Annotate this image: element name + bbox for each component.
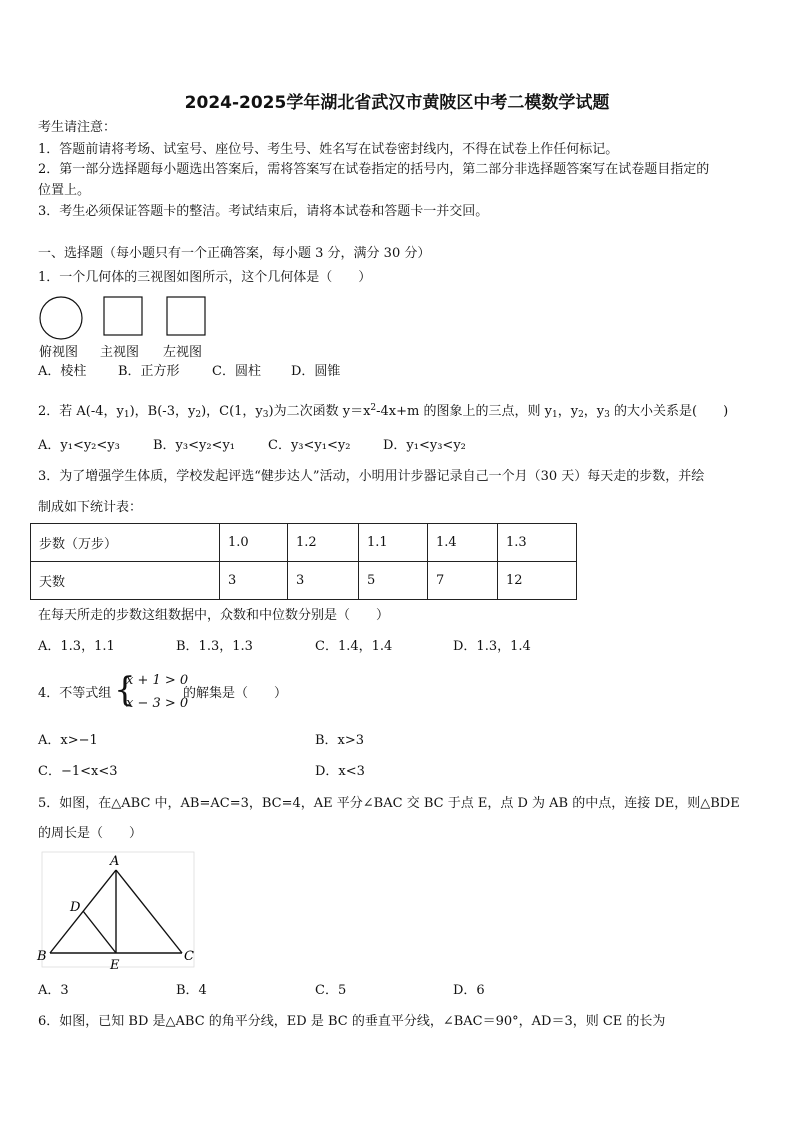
- front-view-square: [104, 297, 142, 335]
- notice-item-3: 3．考生必须保证答题卡的整洁。考试结束后，请将本试卷和答题卡一并交回。: [38, 204, 489, 219]
- q3-option-d: D．1.3，1.4: [453, 639, 531, 654]
- q3-stem-2: 制成如下统计表：: [38, 500, 143, 515]
- q4-option-a: A．x>−1: [38, 733, 98, 748]
- q4-inequality-1: x + 1 > 0: [126, 673, 189, 688]
- table-row: [31, 524, 577, 562]
- notice-item-2: 2．第一部分选择题每小题选出答案后，需将答案写在试卷指定的括号内，第二部分非选择题答案写在试卷题目指定的: [38, 162, 710, 177]
- table-cell: 3: [288, 562, 359, 600]
- table-cell: 1.1: [359, 524, 428, 562]
- table-cell: 12: [498, 562, 577, 600]
- steps-table: [30, 523, 577, 600]
- q1-option-a: A．棱柱: [38, 364, 87, 379]
- q2-option-b: B．y₃<y₂<y₁: [153, 438, 236, 453]
- top-view-circle: [40, 297, 82, 339]
- q3-option-c: C．1.4，1.4: [315, 639, 393, 654]
- page-title: 2024-2025学年湖北省武汉市黄陂区中考二模数学试题: [184, 93, 610, 113]
- table-cell: 步数（万步）: [31, 524, 220, 562]
- q5-option-d: D．6: [453, 983, 485, 998]
- segment-de: [83, 911, 116, 953]
- q5-stem-2: 的周长是（ ）: [38, 826, 143, 841]
- section-heading: 一、选择题（每小题只有一个正确答案，每小题 3 分，满分 30 分）: [38, 246, 431, 261]
- label-d: D: [70, 900, 81, 915]
- notice-heading: 考生请注意：: [38, 120, 117, 135]
- table-cell: 3: [220, 562, 288, 600]
- side-view-square: [167, 297, 205, 335]
- label-b: B: [37, 949, 47, 964]
- q2-option-a: A．y₁<y₂<y₃: [38, 438, 120, 453]
- label-e: E: [110, 958, 120, 973]
- view-label-side: 左视图: [163, 345, 203, 360]
- q3-option-b: B．1.3，1.3: [176, 639, 253, 654]
- label-c: C: [184, 949, 194, 964]
- table-cell: 天数: [31, 562, 220, 600]
- q4-stem-post: 的解集是（ ）: [183, 686, 288, 701]
- q4-stem-pre: 4．不等式组: [38, 686, 112, 701]
- q4-option-b: B．x>3: [315, 733, 365, 748]
- q3-question: 在每天所走的步数这组数据中，众数和中位数分别是（ ）: [38, 608, 390, 623]
- table-cell: 1.2: [288, 524, 359, 562]
- q3-option-a: A．1.3，1.1: [38, 639, 115, 654]
- q2-option-c: C．y₃<y₁<y₂: [268, 438, 351, 453]
- q1-option-c: C．圆柱: [212, 364, 261, 379]
- q5-stem-1: 5．如图，在△ABC 中，AB=AC=3，BC=4，AE 平分∠BAC 交 BC 于点 E，点 D 为 AB 的中点，连接 DE，则△BDE: [38, 796, 740, 811]
- q2-option-d: D．y₁<y₃<y₂: [383, 438, 466, 453]
- view-label-front: 主视图: [100, 345, 140, 360]
- q1-option-d: D．圆锥: [291, 364, 341, 379]
- q1-three-views: [38, 294, 218, 342]
- label-a: A: [110, 854, 120, 869]
- table-cell: 1.4: [428, 524, 498, 562]
- q6-stem: 6．如图，已知 BD 是△ABC 的角平分线，ED 是 BC 的垂直平分线，∠BAC＝90°，AD＝3，则 CE 的长为: [38, 1014, 666, 1029]
- table-cell: 1.3: [498, 524, 577, 562]
- table-cell: 5: [359, 562, 428, 600]
- notice-item-2-cont: 位置上。: [38, 183, 91, 198]
- table-cell: 7: [428, 562, 498, 600]
- q1-stem: 1．一个几何体的三视图如图所示，这个几何体是（ ）: [38, 270, 372, 285]
- q2-stem: 2．若 A(-4，$y_1$)，B(-3，$y_2$)，C(1，$y_3$)为二次函数 $y=x^2-4x+m$ 的图象上的三点，则 $y_1$，$y_2$，$y_3$ 的大小关系是( ): [38, 403, 729, 420]
- system-brace: {: [114, 670, 136, 710]
- notice-item-1: 1．答题前请将考场、试室号、座位号、考生号、姓名写在试卷密封线内，不得在试卷上作任何标记。: [38, 142, 619, 157]
- table-cell: 1.0: [220, 524, 288, 562]
- q5-option-a: A．3: [38, 983, 69, 998]
- q4-inequality-2: x − 3 > 0: [126, 696, 189, 711]
- segment-ac: [116, 870, 182, 953]
- q4-option-c: C．−1<x<3: [38, 764, 118, 779]
- q3-stem-1: 3．为了增强学生体质，学校发起评选“健步达人”活动，小明用计步器记录自己一个月（30 天）每天走的步数，并绘: [38, 469, 705, 484]
- q5-option-c: C．5: [315, 983, 347, 998]
- table-row: [31, 562, 577, 600]
- q4-option-d: D．x<3: [315, 764, 365, 779]
- view-label-top: 俯视图: [39, 345, 79, 360]
- q1-option-b: B．正方形: [118, 364, 180, 379]
- q5-option-b: B．4: [176, 983, 207, 998]
- q5-triangle-figure: [34, 850, 202, 974]
